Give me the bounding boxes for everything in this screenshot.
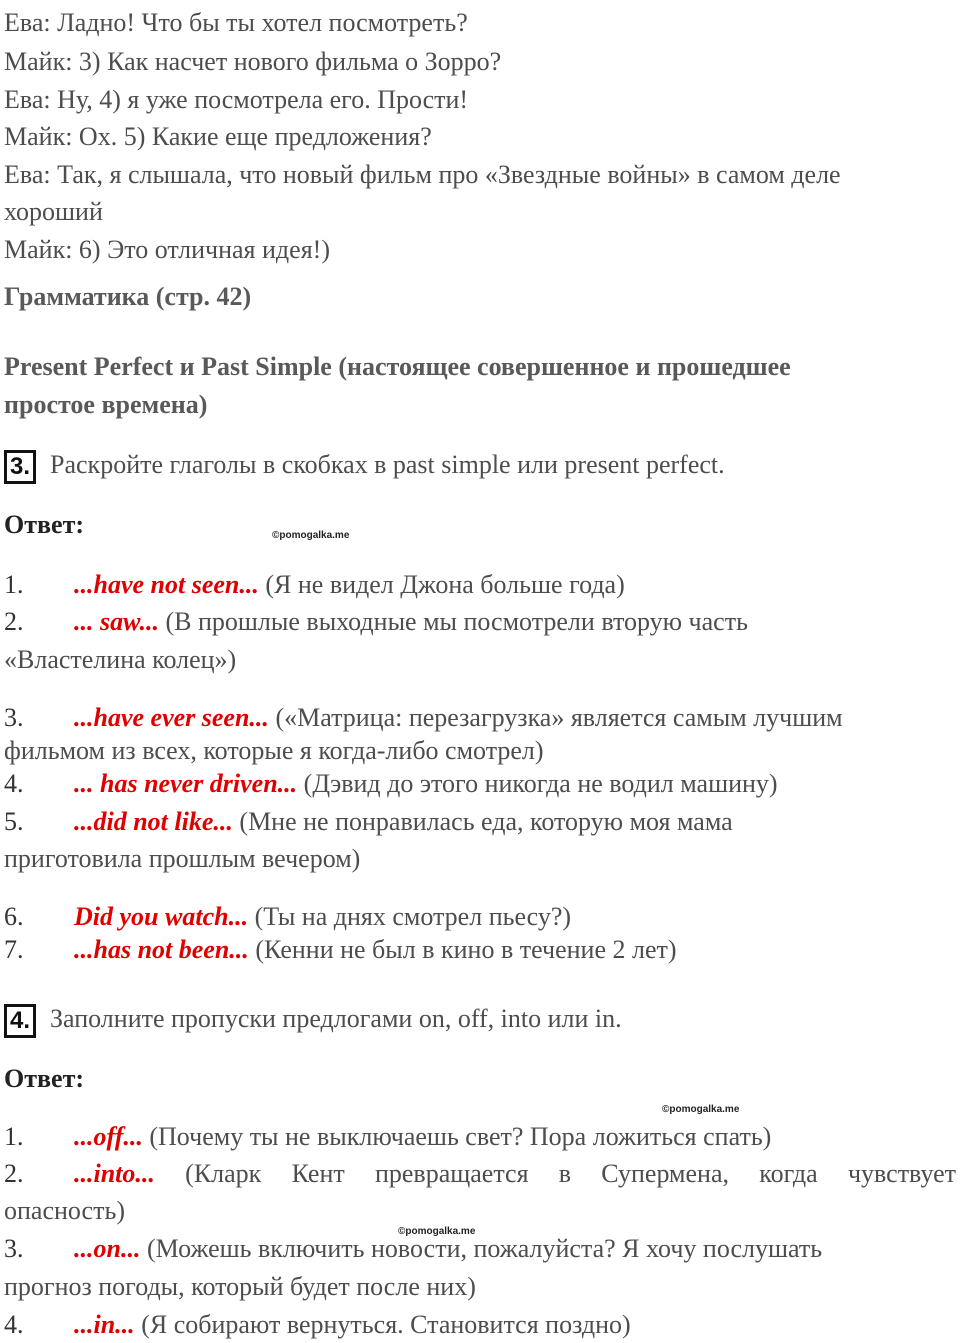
grammar-heading: Грамматика (стр. 42) <box>4 282 252 311</box>
list-item-continuation: «Властелина колец») <box>4 645 237 674</box>
task-number-badge: 3. <box>4 450 36 484</box>
list-item-continuation: прогноз погоды, который будет после них) <box>4 1272 476 1301</box>
list-item: 6. Did you watch... (Ты на днях смотрел пьесу?) <box>4 902 572 931</box>
list-item: 3. ...have ever seen... («Матрица: перезагрузка» является самым лучшим <box>4 703 843 732</box>
list-item: 7. ...has not been... (Кенни не был в кино в течение 2 лет) <box>4 935 677 964</box>
list-item-continuation: опасность) <box>4 1196 125 1225</box>
task-instruction-text: Заполните пропуски предлогами on, off, into или in. <box>50 1004 622 1033</box>
list-item: 2. ... saw... (В прошлые выходные мы посмотрели вторую часть <box>4 607 748 636</box>
watermark: ©pomogalka.me <box>272 530 350 541</box>
list-item: 3. ...on... (Можешь включить новости, пожалуйста? Я хочу послушать <box>4 1234 823 1263</box>
dialogue-line: Майк: 6) Это отличная идея!) <box>4 235 330 264</box>
dialogue-line: хороший <box>4 197 103 226</box>
list-item-continuation: фильмом из всех, которые я когда-либо смотрел) <box>4 736 544 765</box>
list-item-continuation: приготовила прошлым вечером) <box>4 844 361 873</box>
answer-label: Ответ: <box>4 1064 85 1093</box>
dialogue-line: Майк: Ох. 5) Какие еще предложения? <box>4 122 432 151</box>
list-item: 4. ... has never driven... (Дэвид до этого никогда не водил машину) <box>4 769 778 798</box>
watermark: ©pomogalka.me <box>398 1226 476 1237</box>
dialogue-line: Ева: Ладно! Что бы ты хотел посмотреть? <box>4 8 468 37</box>
section-heading: простое времена) <box>4 390 208 419</box>
answer-label: Ответ: <box>4 510 85 539</box>
list-item: 2. ...into... (Кларк Кент превращается в Супермена, когда чувствует <box>4 1159 956 1188</box>
task-number-badge: 4. <box>4 1004 36 1038</box>
watermark: ©pomogalka.me <box>662 1104 740 1115</box>
task-4-instruction <box>4 1004 622 1038</box>
dialogue-line: Ева: Ну, 4) я уже посмотрела его. Прости! <box>4 85 469 114</box>
list-item: 5. ...did not like... (Мне не понравилась еда, которую моя мама <box>4 807 733 836</box>
section-heading: Present Perfect и Past Simple (настоящее совершенное и прошедшее <box>4 352 791 381</box>
dialogue-line: Майк: 3) Как насчет нового фильма о Зорро? <box>4 47 502 76</box>
list-item: 1. ...have not seen... (Я не видел Джона больше года) <box>4 570 625 599</box>
list-item: 4. ...in... (Я собирают вернуться. Становится поздно) <box>4 1310 631 1339</box>
dialogue-line: Ева: Так, я слышала, что новый фильм про «Звездные войны» в самом деле <box>4 160 841 189</box>
list-item: 1. ...off... (Почему ты не выключаешь свет? Пора ложиться спать) <box>4 1122 772 1151</box>
task-3-instruction <box>4 450 725 484</box>
task-instruction-text: Раскройте глаголы в скобках в past simple или present perfect. <box>50 450 725 479</box>
